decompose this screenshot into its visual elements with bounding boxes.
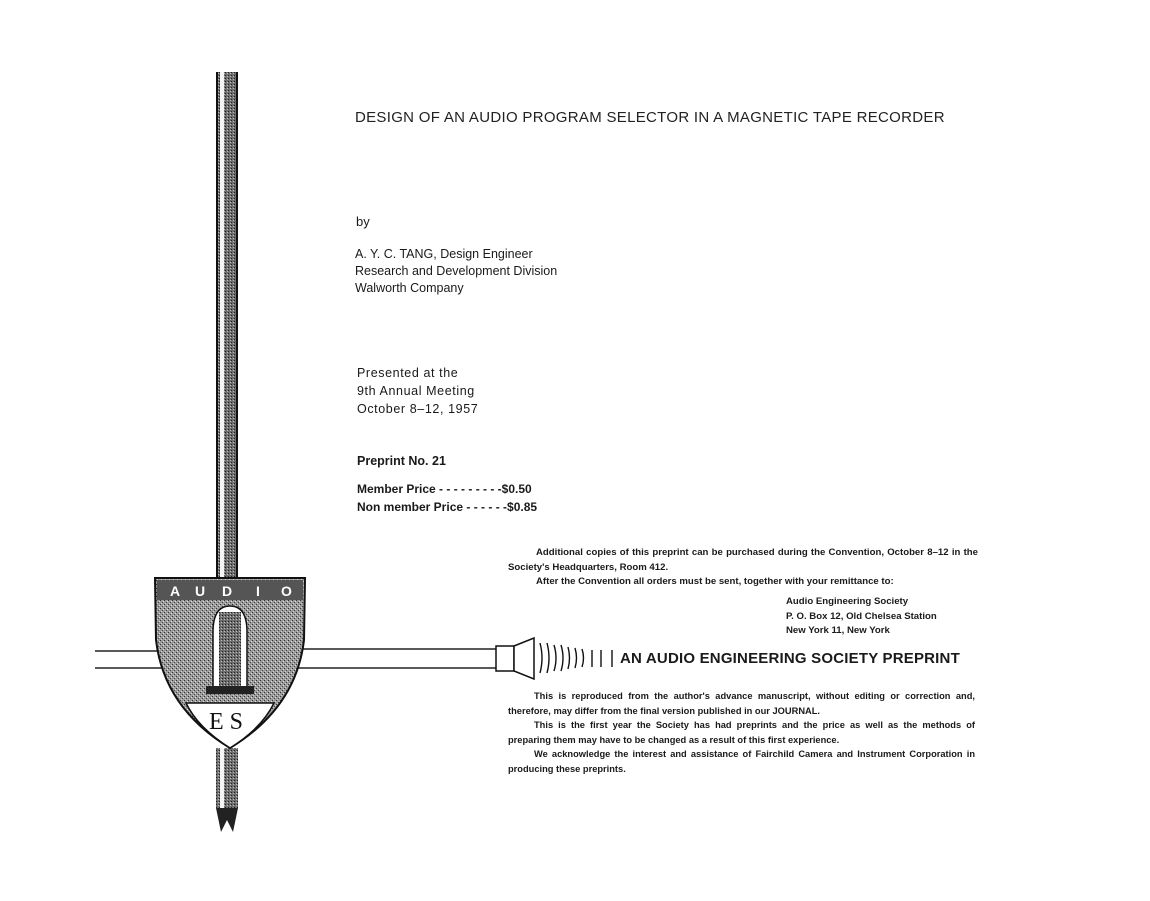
author-division: Research and Development Division: [355, 264, 558, 278]
speaker-icon: [496, 638, 612, 679]
paper-title: DESIGN OF AN AUDIO PROGRAM SELECTOR IN A MAGNETIC TAPE RECORDER: [355, 109, 945, 126]
logo-letter-o: O: [281, 583, 292, 599]
notice-paragraph-1: Additional copies of this preprint can be purchased during the Convention, October 8–12 in the Society's Headquarters, Room 412.: [508, 547, 978, 573]
logo-initials: E S: [209, 709, 244, 735]
logo-letter-i: I: [256, 583, 260, 599]
nonmember-price: Non member Price - - - - - -$0.85: [357, 500, 538, 514]
author-company: Walworth Company: [355, 281, 464, 295]
presented-block: [357, 364, 478, 418]
purchase-notice: [508, 546, 978, 590]
presented-line-1: Presented at the: [357, 366, 459, 380]
logo-letter-d: D: [222, 583, 233, 599]
address-line-3: New York 11, New York: [786, 625, 890, 636]
presented-line-3: October 8–12, 1957: [357, 402, 479, 416]
logo-letter-a: A: [170, 583, 181, 599]
aes-preprint-banner: AN AUDIO ENGINEERING SOCIETY PREPRINT: [620, 650, 960, 667]
author-block: [355, 246, 557, 297]
address-line-2: P. O. Box 12, Old Chelsea Station: [786, 610, 937, 622]
preprint-number: Preprint No. 21: [357, 454, 446, 468]
price-list: [357, 480, 537, 516]
address-line-1: Audio Engineering Society: [786, 596, 909, 607]
disclaimer-paragraph-2: This is the first year the Society has had preprints and the price as well as the methods of preparing them may have to be changed as a result of this first experience.: [508, 720, 975, 745]
notice-paragraph-2: After the Convention all orders must be sent, together with your remittance to:: [536, 576, 894, 587]
disclaimer-paragraph-1: This is reproduced from the author's advance manuscript, without editing or correction and, therefore, may differ from the final version published in our JOURNAL.: [508, 691, 975, 716]
disclaimer-block: [508, 689, 975, 776]
mailing-address: [786, 595, 937, 639]
presented-line-2: 9th Annual Meeting: [357, 384, 475, 398]
author-name: A. Y. C. TANG, Design Engineer: [355, 247, 533, 261]
logo-letter-u: U: [195, 583, 206, 599]
by-label: by: [356, 214, 370, 229]
member-price: Member Price - - - - - - - - -$0.50: [357, 482, 532, 496]
disclaimer-paragraph-3: We acknowledge the interest and assistance of Fairchild Camera and Instrument Corporation in producing these preprints.: [508, 749, 975, 774]
